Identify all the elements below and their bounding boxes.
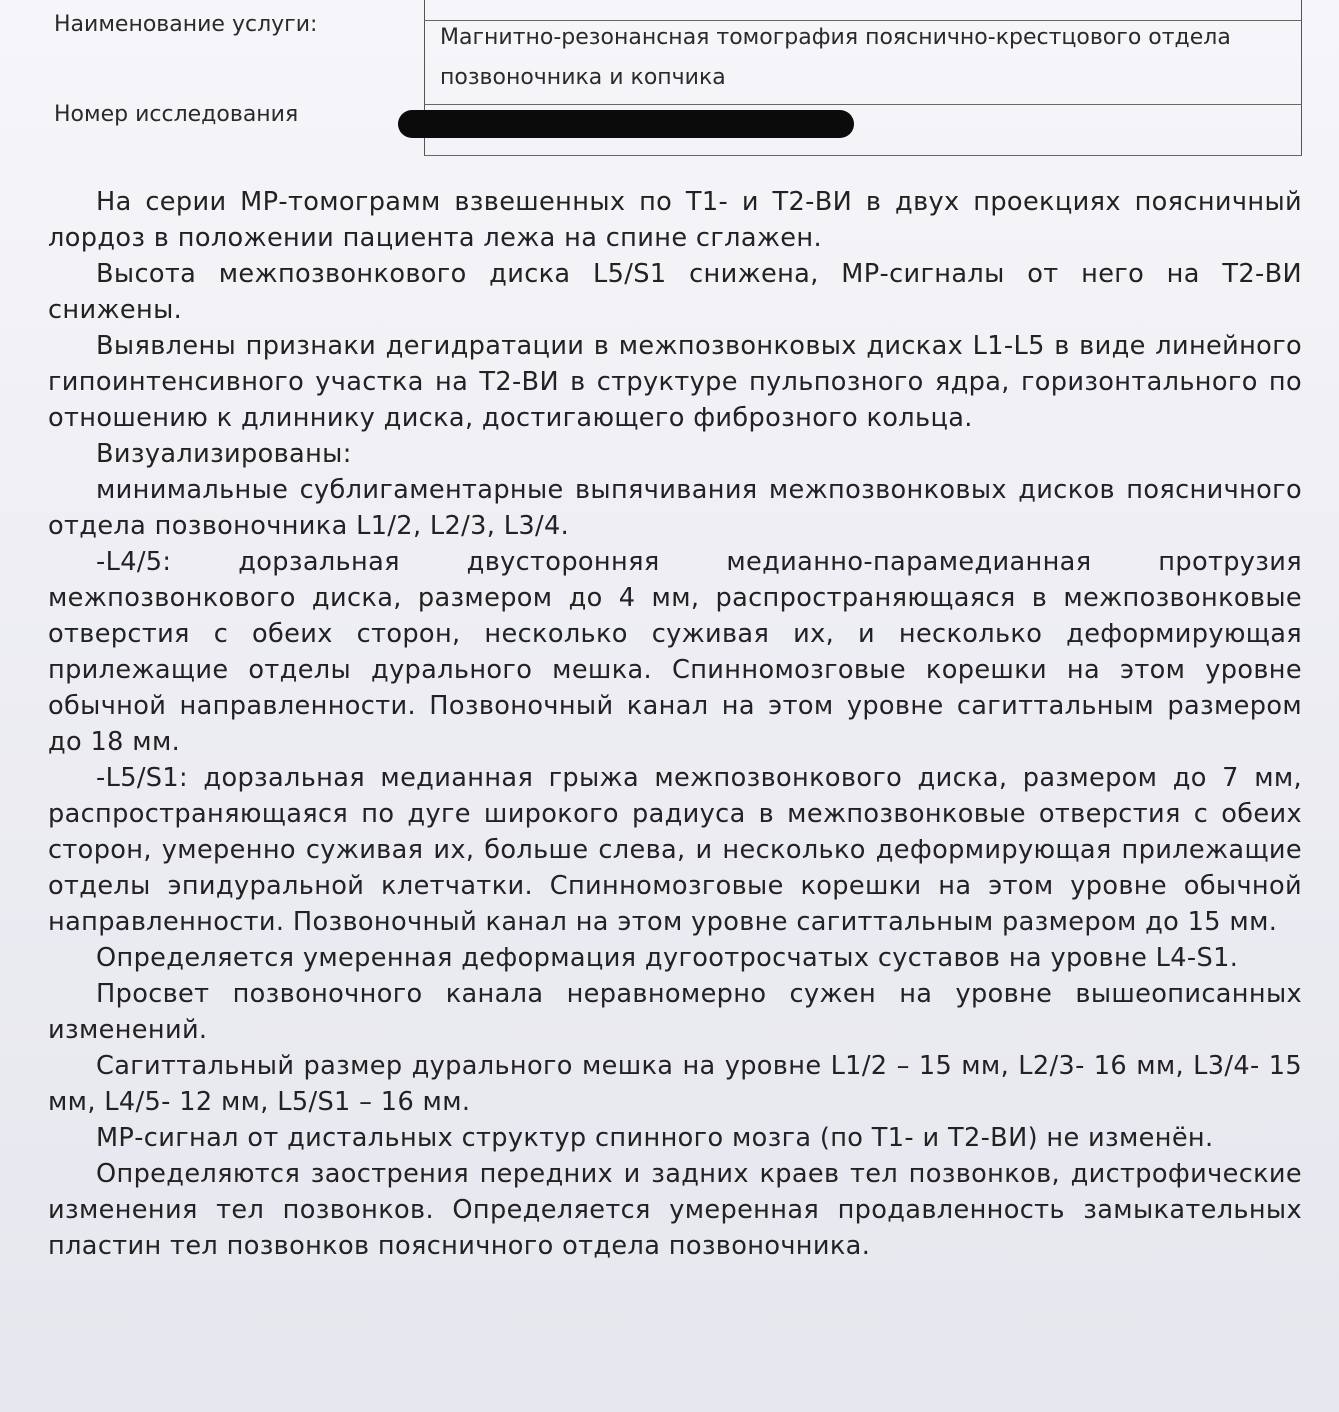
report-paragraph: Определяются заострения передних и задних краев тел позвонков, дистрофические изменения тел позвонков. Определяется умеренная продавленность замыкательных пластин тел позвонков поясничного отдела позвоночника. — [48, 1159, 1302, 1261]
table-rule — [424, 155, 1302, 156]
study-number-label: Номер исследования — [54, 102, 299, 127]
report-paragraph: Визуализированы: — [96, 439, 352, 469]
report-paragraph: -L4/5: дорзальная двусторонняя медианно-парамедианная протрузия межпозвонкового диска, размером до 4 мм, распространяющаяся в межпозвонковые отверстия с обеих сторон, несколько суживая их, и несколько деформирующая прилежащие отделы дурального мешка. Спинномозговые корешки на этом уровне обычной направленности. Позвоночный канал на этом уровне сагиттальным размером до 18 мм. — [48, 547, 1302, 757]
report-paragraph: -L5/S1: дорзальная медианная грыжа межпозвонкового диска, размером до 7 мм, распространяющаяся по дуге широкого радиуса в межпозвонковые отверстия с обеих сторон, умеренно суживая их, больше слева, и несколько деформирующая прилежащие отделы эпидуральной клетчатки. Спинномозговые корешки на этом уровне обычной направленности. Позвоночный канал на этом уровне сагиттальным размером до 15 мм. — [48, 763, 1302, 937]
report-paragraph: МР-сигнал от дистальных структур спинного мозга (по Т1- и Т2-ВИ) не изменён. — [96, 1123, 1214, 1153]
report-paragraph: Выявлены признаки дегидратации в межпозвонковых дисках L1-L5 в виде линейного гипоинтенсивного участка на Т2-ВИ в структуре пульпозного ядра, горизонтального по отношению к длиннику диска, достигающего фиброзного кольца. — [48, 331, 1302, 433]
service-label: Наименование услуги: — [54, 12, 318, 37]
report-paragraph: Высота межпозвонкового диска L5/S1 снижена, МР-сигналы от него на Т2-ВИ снижены. — [48, 259, 1302, 325]
table-rule — [424, 104, 1302, 105]
report-paragraph: Просвет позвоночного канала неравномерно сужен на уровне вышеописанных изменений. — [48, 979, 1302, 1045]
report-body — [48, 184, 1302, 1264]
report-paragraph: На серии МР-томограмм взвешенных по Т1- и Т2-ВИ в двух проекциях поясничный лордоз в положении пациента лежа на спине сглажен. — [48, 187, 1302, 253]
report-paragraph: Определяется умеренная деформация дугоотросчатых суставов на уровне L4-S1. — [96, 943, 1239, 973]
report-paragraph: минимальные сублигаментарные выпячивания межпозвонковых дисков поясничного отдела позвоночника L1/2, L2/3, L3/4. — [48, 475, 1302, 541]
redacted-study-number — [398, 110, 854, 138]
report-paragraph: Сагиттальный размер дурального мешка на уровне L1/2 – 15 мм, L2/3- 16 мм, L3/4- 15 мм, L4/5- 12 мм, L5/S1 – 16 мм. — [48, 1051, 1302, 1117]
service-name: Магнитно-резонансная томография пояснично-крестцового отдела позвоночника и копчика — [440, 25, 1231, 90]
